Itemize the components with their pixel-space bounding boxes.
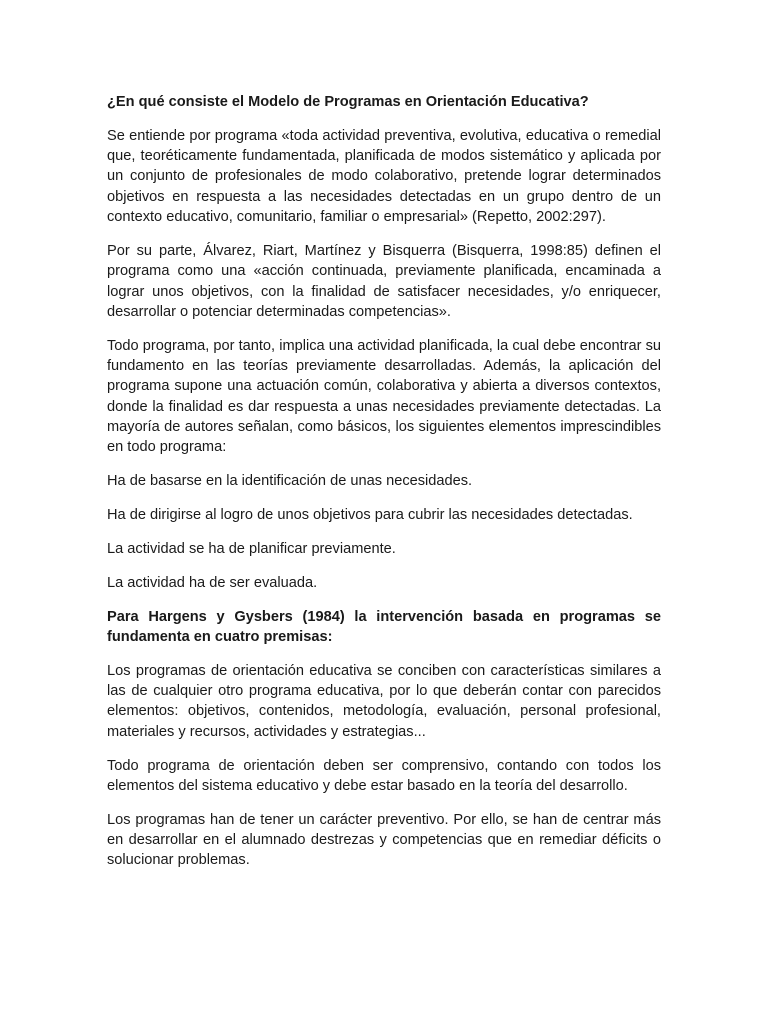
paragraph-element-needs: Ha de basarse en la identificación de unas necesidades. bbox=[107, 473, 473, 490]
document-page bbox=[107, 92, 661, 884]
paragraph-definition-bisquerra: Por su parte, Álvarez, Riart, Martínez y Bisquerra (Bisquerra, 1998:85) definen el programa como una «acción continuada, previamente planificada, encaminada a lograr unos objetivos, con la finalidad de satisfacer necesidades, y/o enriquecer, desarrollar o potenciar determinadas competencias». bbox=[107, 242, 661, 320]
paragraph-premise-preventive: Los programas han de tener un carácter preventivo. Por ello, se han de centrar más en desarrollar en el alumnado destrezas y competencias que en remediar déficits o solucionar problemas. bbox=[107, 811, 661, 869]
paragraph-element-objectives: Ha de dirigirse al logro de unos objetivos para cubrir las necesidades detectadas. bbox=[107, 507, 633, 524]
paragraph-element-evaluation: La actividad ha de ser evaluada. bbox=[107, 574, 318, 591]
paragraph-premise-similar-characteristics: Los programas de orientación educativa se conciben con características similares a las de cualquier otro programa educativa, por lo que deberán contar con parecidos elementos: objetivos, contenidos, metodología, evaluación, personal profesional, materiales y recursos, actividades y estrategias... bbox=[107, 662, 661, 740]
paragraph-element-planning: La actividad se ha de planificar previamente. bbox=[107, 540, 396, 557]
paragraph-planned-activity: Todo programa, por tanto, implica una actividad planificada, la cual debe encontrar su fundamento en las teorías previamente desarrolladas. Además, la aplicación del programa supone una actuación común, colaborativa y abierta a diversos contextos, donde la finalidad es dar respuesta a unas necesidades previamente detectadas. La mayoría de autores señalan, como básicos, los siguientes elementos imprescindibles en todo programa: bbox=[107, 337, 661, 456]
paragraph-definition-repetto: Se entiende por programa «toda actividad preventiva, evolutiva, educativa o remedial que, teoréticamente fundamentada, planificada de modos sistemático y aplicada por un conjunto de profesionales de modo colaborativo, pretende lograr determinados objetivos en respuesta a las necesidades detectadas en un grupo dentro de un contexto educativo, comunitario, familiar o empresarial» (Repetto, 2002:297). bbox=[107, 127, 661, 226]
paragraph-hargens-gysbers-heading: Para Hargens y Gysbers (1984) la intervención basada en programas se fundamenta en cuatro premisas: bbox=[107, 608, 661, 645]
paragraph-premise-comprehensive: Todo programa de orientación deben ser comprensivo, contando con todos los elementos del sistema educativo y debe estar basado en la teoría del desarrollo. bbox=[107, 757, 661, 794]
document-title: ¿En qué consiste el Modelo de Programas en Orientación Educativa? bbox=[107, 94, 589, 110]
